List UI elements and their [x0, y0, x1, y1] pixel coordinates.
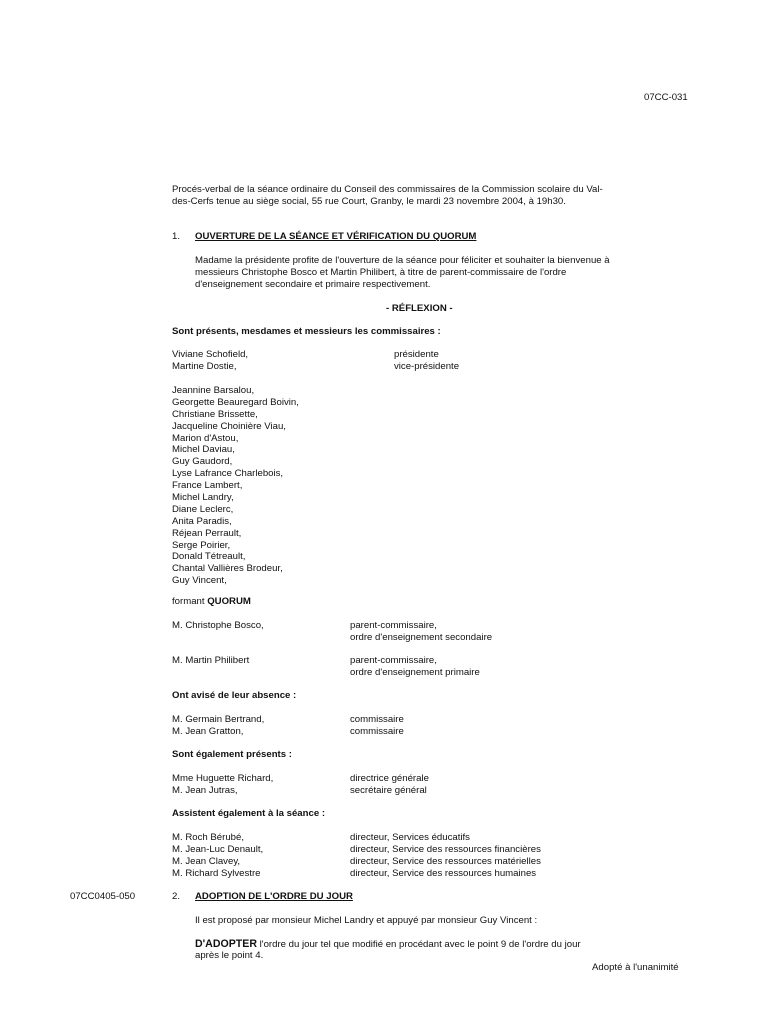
commissioner-name: France Lambert, — [172, 480, 243, 492]
commissioner-name: Jeannine Barsalou, — [172, 385, 255, 396]
parent-commissioner-order: ordre d'enseignement secondaire — [350, 632, 493, 643]
absent-role: commissaire — [350, 714, 404, 725]
commissioner-name: Christiane Brissette, — [172, 408, 258, 420]
officer-role: vice-présidente — [394, 361, 460, 372]
document-reference: 07CC-031 — [644, 92, 688, 103]
intro-line-1: Procés-verbal de la séance ordinaire du Conseil des commissaires de la Commission scolaire du Val- — [172, 184, 603, 195]
officer-name: Viviane Schofield, — [172, 349, 249, 360]
commissioner-name: Guy Gaudord, — [172, 456, 233, 468]
parent-commissioner-role: parent-commissaire, — [350, 655, 437, 666]
commissioner-name: Lyse Lafrance Charlebois, — [172, 468, 284, 480]
absent-name: M. Germain Bertrand, — [172, 714, 265, 725]
officer-name: Martine Dostie, — [172, 361, 237, 372]
intro-line-2: des-Cerfs tenue au siège social, 55 rue Court, Granby, le mardi 23 novembre 2004, à 19h30. — [172, 196, 566, 207]
commissioner-name: Chantal Vallières Brodeur, — [172, 563, 283, 575]
section-2-title: ADOPTION DE L'ORDRE DU JOUR — [195, 891, 353, 902]
absent-heading: Ont avisé de leur absence : — [172, 690, 297, 701]
commissioner-name: Diane Leclerc, — [172, 503, 234, 515]
commissioner-name: Michel Daviau, — [172, 444, 235, 456]
adoption-line-2: après le point 4. — [195, 950, 264, 961]
commissioner-name: Serge Poirier, — [172, 539, 231, 551]
quorum-word: QUORUM — [207, 596, 251, 607]
officer-role: présidente — [394, 349, 439, 360]
parent-commissioner-name: M. Martin Philibert — [172, 655, 250, 666]
commissioner-name: Jacqueline Choinière Viau, — [172, 420, 286, 432]
also-present-heading: Sont également présents : — [172, 749, 292, 760]
absent-role: commissaire — [350, 726, 404, 737]
section-2-number: 2. — [172, 891, 181, 902]
parent-commissioner-name: M. Christophe Bosco, — [172, 620, 264, 631]
commissioner-name: Donald Tétreault, — [172, 551, 246, 563]
quorum-line — [172, 596, 251, 608]
resolution-number: 07CC0405-050 — [70, 891, 136, 902]
attending-name: M. Jean Clavey, — [172, 856, 241, 867]
attending-role: directeur, Service des ressources financières — [350, 844, 541, 855]
proposal-text: Il est proposé par monsieur Michel Landry et appuyé par monsieur Guy Vincent : — [195, 915, 538, 926]
section-1-text-line-3: d'enseignement secondaire et primaire respectivement. — [195, 279, 431, 290]
commissioner-name: Marion d'Astou, — [172, 432, 239, 444]
also-present-name: M. Jean Jutras, — [172, 785, 238, 796]
absent-name: M. Jean Gratton, — [172, 726, 244, 737]
section-1-text-line-1: Madame la présidente profite de l'ouverture de la séance pour féliciter et souhaiter la bienvenue à — [195, 255, 610, 266]
attending-heading: Assistent également à la séance : — [172, 808, 326, 819]
attending-role: directeur, Service des ressources humaines — [350, 868, 537, 879]
attending-role: directeur, Service des ressources matérielles — [350, 856, 541, 867]
quorum-prefix: formant — [172, 596, 208, 607]
attending-name: M. Jean-Luc Denault, — [172, 844, 264, 855]
commissioner-name: Michel Landry, — [172, 492, 234, 504]
adopt-keyword: D'ADOPTER — [195, 938, 257, 950]
attending-role: directeur, Services éducatifs — [350, 832, 470, 843]
adopt-text: l'ordre du jour tel que modifié en procédant avec le point 9 de l'ordre du jour — [256, 939, 581, 950]
adoption-result: Adopté à l'unanimité — [592, 962, 679, 973]
parent-commissioner-role: parent-commissaire, — [350, 620, 437, 631]
present-heading: Sont présents, mesdames et messieurs les commissaires : — [172, 326, 441, 337]
commissioner-name: Anita Paradis, — [172, 515, 232, 527]
attending-name: M. Roch Bérubé, — [172, 832, 244, 843]
section-1-text-line-2: messieurs Christophe Bosco et Martin Philibert, à titre de parent-commissaire de l'ordre — [195, 267, 567, 278]
also-present-role: directrice générale — [350, 773, 429, 784]
commissioner-name: Georgette Beauregard Boivin, — [172, 396, 299, 408]
section-1-title: OUVERTURE DE LA SÉANCE ET VÉRIFICATION DU QUORUM — [195, 231, 477, 242]
also-present-name: Mme Huguette Richard, — [172, 773, 274, 784]
also-present-role: secrétaire général — [350, 785, 427, 796]
parent-commissioner-order: ordre d'enseignement primaire — [350, 667, 480, 678]
attending-name: M. Richard Sylvestre — [172, 868, 261, 879]
commissioner-name: Guy Vincent, — [172, 575, 227, 587]
commissioners-list — [172, 385, 299, 587]
section-1-number: 1. — [172, 231, 181, 242]
reflexion-heading: - RÉFLEXION - — [386, 303, 453, 314]
commissioner-name: Réjean Perrault, — [172, 527, 242, 539]
